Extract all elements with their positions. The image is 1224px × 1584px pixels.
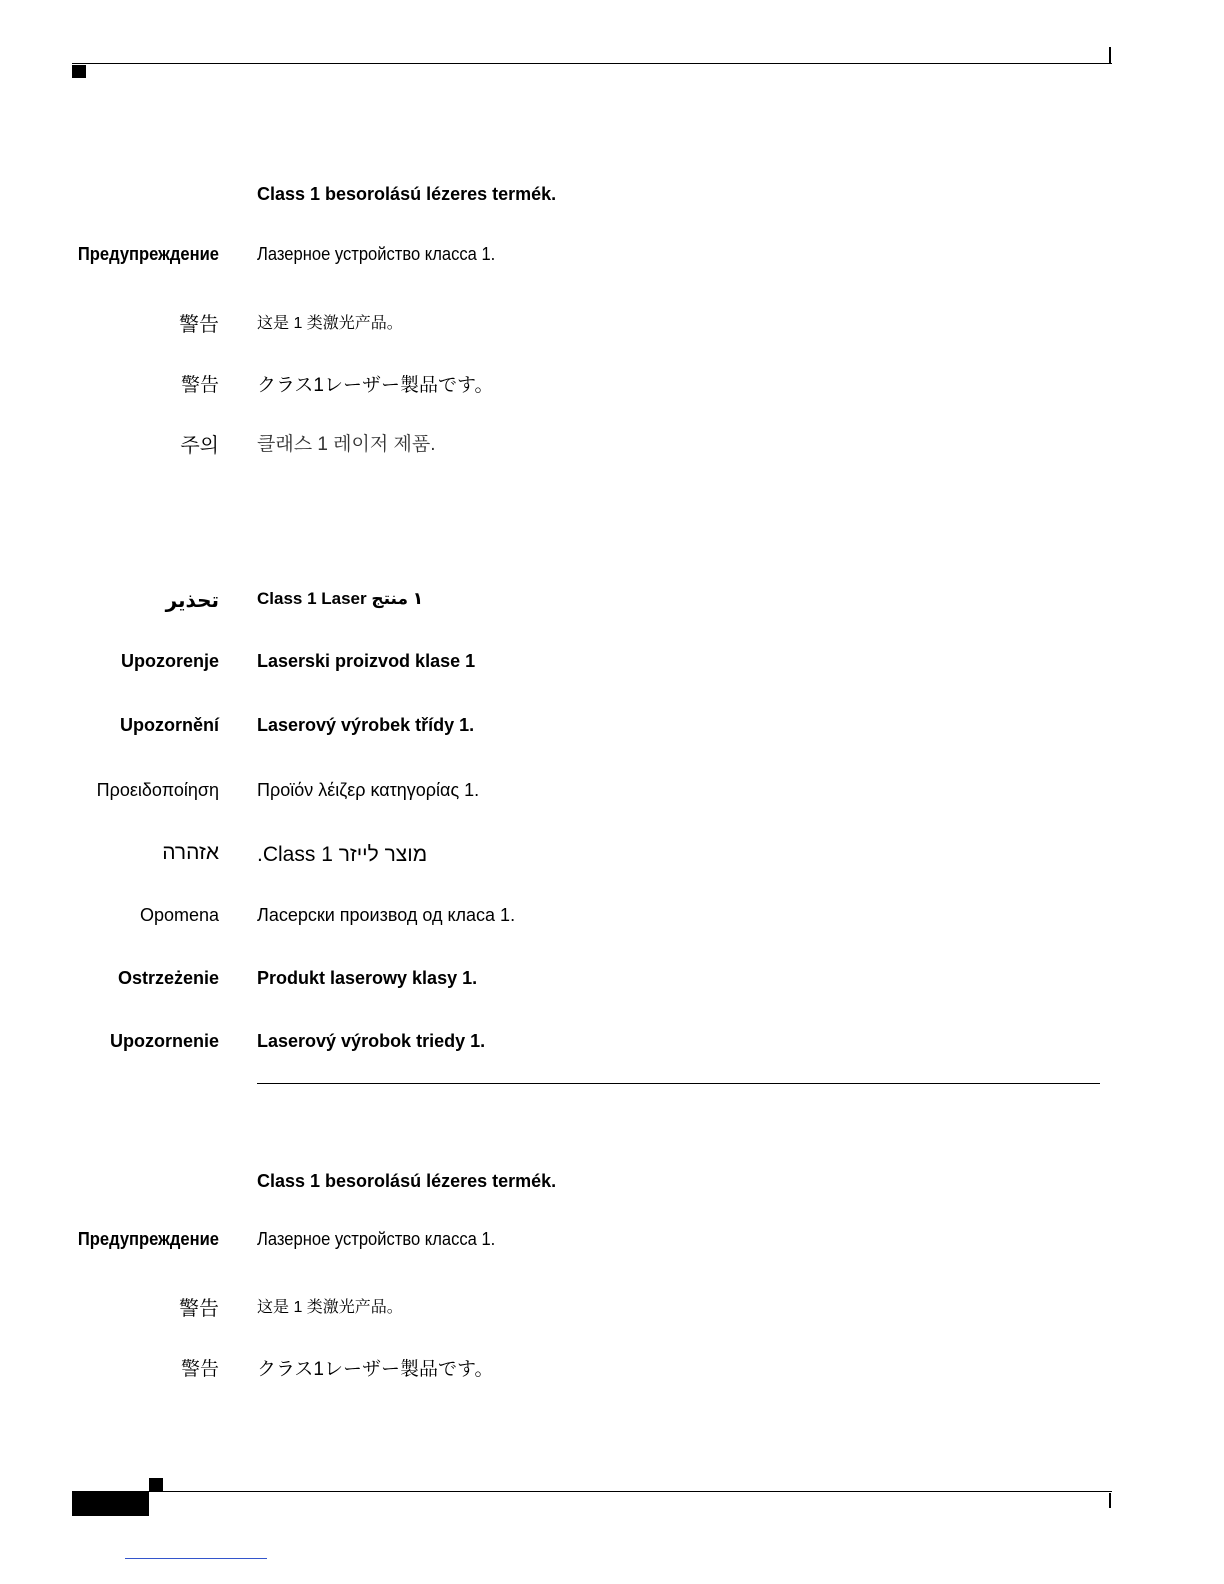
mk-warning-label: Opomena: [139, 905, 219, 925]
he-warning-text: מוצר לייזר Class 1.: [257, 843, 428, 866]
zh-warning-label: 警告: [179, 314, 219, 336]
header-right-tick: [1109, 47, 1111, 64]
ja-warning-text: クラス1レーザー製品です。: [257, 375, 494, 396]
ar-warning-text: Class 1 Laser ١ منتج: [257, 589, 424, 608]
zh-warning-text-2: 这是 1 类激光产品。: [257, 1299, 403, 1316]
ar-warning-label: تحذير: [165, 590, 219, 612]
footer-page-tab: [72, 1492, 149, 1516]
hr-warning-label: Upozorenje: [120, 651, 219, 671]
sk-warning-label: Upozornenie: [109, 1031, 219, 1051]
ru-warning-text-2: Лазерное устройство класса 1.: [257, 1229, 496, 1249]
footer-link-underline[interactable]: [125, 1558, 267, 1559]
mk-warning-text: Ласерски производ од класа 1.: [257, 905, 516, 925]
section-divider: [257, 1083, 1100, 1084]
ja-warning-text-2: クラス1レーザー製品です。: [257, 1359, 494, 1380]
ko-warning-label: 주의: [180, 435, 219, 457]
ja-warning-label-2: 警告: [180, 1359, 219, 1380]
cs-warning-label: Upozornění: [120, 715, 219, 735]
zh-warning-text: 这是 1 类激光产品。: [257, 315, 403, 332]
sk-warning-text: Laserový výrobok triedy 1.: [257, 1031, 486, 1051]
el-warning-text: Προϊόν λέιζερ κατηγορίας 1.: [257, 780, 480, 800]
ko-warning-text: 클래스 1 레이저 제품.: [257, 434, 436, 455]
hu-warning-text-2: Class 1 besorolású lézeres termék.: [257, 1171, 557, 1191]
ru-warning-text: Лазерное устройство класса 1.: [257, 244, 496, 264]
hr-warning-text: Laserski proizvod klase 1: [257, 651, 476, 671]
ja-warning-label: 警告: [180, 375, 219, 396]
footer-corner-marker: [149, 1478, 163, 1491]
ru-warning-label-2: Предупреждение: [77, 1229, 219, 1249]
footer-right-tick: [1109, 1493, 1111, 1508]
he-warning-label: אזהרה: [162, 841, 219, 864]
header-corner-marker: [72, 65, 86, 78]
hu-warning-text: Class 1 besorolású lézeres termék.: [257, 184, 557, 204]
ru-warning-label: Предупреждение: [77, 244, 219, 264]
pl-warning-text: Produkt laserowy klasy 1.: [257, 968, 478, 988]
pl-warning-label: Ostrzeżenie: [117, 968, 219, 988]
footer-rule: [72, 1491, 1112, 1492]
cs-warning-text: Laserový výrobek třídy 1.: [257, 715, 475, 735]
header-rule: [72, 63, 1112, 64]
el-warning-label: Προειδοποίηση: [96, 780, 219, 800]
zh-warning-label-2: 警告: [179, 1298, 219, 1320]
